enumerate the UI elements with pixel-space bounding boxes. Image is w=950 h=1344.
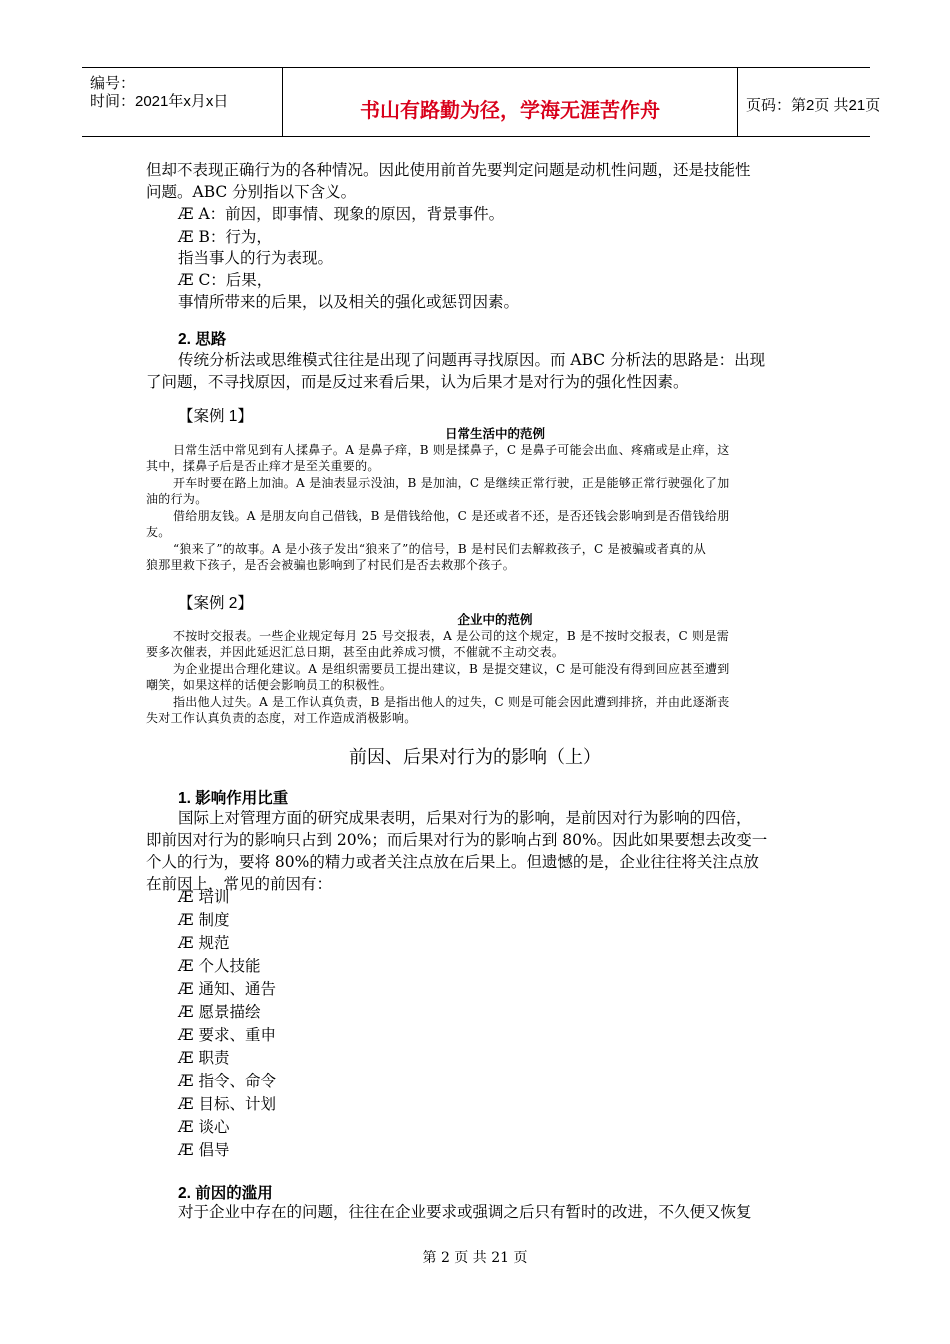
- list-item: Æ 制度: [178, 911, 230, 929]
- case-line: 友。: [146, 525, 171, 539]
- case-line: 嘲笑，如果这样的话便会影响员工的积极性。: [146, 678, 393, 692]
- paragraph-line: 问题。ABC 分别指以下含义。: [146, 183, 357, 201]
- paragraph-line: 在前因上，常见的前因有：: [146, 875, 333, 893]
- heading-bizhong: 1. 影响作用比重: [178, 790, 289, 807]
- heading-lanyong: 2. 前因的滥用: [178, 1185, 273, 1202]
- list-item: Æ 倡导: [178, 1141, 230, 1159]
- list-item: Æ 愿景描绘: [178, 1003, 261, 1021]
- case-line: 指出他人过失。A 是工作认真负责，B 是指出他人的过失，C 则是可能会因此遭到排挤，并由此逐渐丧: [173, 695, 730, 709]
- paragraph-line: 个人的行为，要将 80%的精力或者关注点放在后果上。但遗憾的是，企业往往将关注点放: [146, 853, 759, 871]
- case1-label: 【案例 1】: [178, 408, 253, 425]
- paragraph-line: 国际上对管理方面的研究成果表明，后果对行为的影响，是前因对行为影响的四倍，: [178, 809, 752, 827]
- list-item: Æ 目标、计划: [178, 1095, 276, 1113]
- paragraph-line: 了问题，不寻找原因，而是反过来看后果，认为后果才是对行为的强化性因素。: [146, 373, 689, 391]
- case-line: 日常生活中常见到有人揉鼻子。A 是鼻子痒，B 则是揉鼻子，C 是鼻子可能会出血、疼痛或是止痒，这: [173, 443, 730, 457]
- paragraph-line: 传统分析法或思维模式往往是出现了问题再寻找原因。而 ABC 分析法的思路是：出现: [178, 351, 766, 369]
- case-line: 油的行为。: [146, 492, 208, 506]
- section-title: 前因、后果对行为的影响（上）: [349, 747, 601, 767]
- header-page-number: 页码：第2页 共21页: [746, 97, 881, 114]
- list-item: Æ 规范: [178, 934, 230, 952]
- case-line: 其中，揉鼻子后是否止痒才是至关重要的。: [146, 459, 380, 473]
- header-right-cell: [738, 68, 881, 136]
- page-header: [82, 67, 881, 137]
- list-item: Æ C：后果，: [178, 271, 273, 289]
- list-item-desc: 事情所带来的后果，以及相关的强化或惩罚因素。: [178, 293, 520, 311]
- case2-label: 【案例 2】: [178, 595, 253, 612]
- case-line: 狼那里救下孩子，是否会被骗也影响到了村民们是否去救那个孩子。: [146, 558, 516, 572]
- list-item: Æ 通知、通告: [178, 980, 276, 998]
- header-number: 编号：: [90, 75, 136, 92]
- list-item: Æ B：行为，: [178, 228, 272, 246]
- header-center-cell: [282, 68, 738, 136]
- list-item: Æ 谈心: [178, 1118, 230, 1136]
- case-line: 为企业提出合理化建议。A 是组织需要员工提出建议，B 是提交建议，C 是可能没有得到回应甚至遭到: [173, 662, 730, 676]
- case-line: “狼来了”的故事。A 是小孩子发出“狼来了”的信号，B 是村民们去解救孩子，C 是被骗或者真的从: [173, 542, 707, 556]
- header-left-cell: [82, 68, 282, 136]
- case2-title: 企业中的范例: [457, 613, 533, 627]
- list-item: Æ A：前因，即事情、现象的原因，背景事件。: [178, 205, 505, 223]
- case-line: 开车时要在路上加油。A 是油表显示没油，B 是加油，C 是继续正常行驶，正是能够正常行驶强化了加: [173, 476, 730, 490]
- case-line: 要多次催表，并因此延迟汇总日期，甚至由此养成习惯，不催就不主动交表。: [146, 645, 565, 659]
- case1-title: 日常生活中的范例: [444, 427, 545, 441]
- list-item: Æ 个人技能: [178, 957, 261, 975]
- paragraph-line: 但却不表现正确行为的各种情况。因此使用前首先要判定问题是动机性问题，还是技能性: [146, 161, 751, 179]
- heading-silu: 2. 思路: [178, 331, 227, 348]
- header-motto: 书山有路勤为径，学海无涯苦作舟: [360, 100, 660, 122]
- paragraph-line: 对于企业中存在的问题，往往在企业要求或强调之后只有暂时的改进，不久便又恢复: [178, 1203, 752, 1221]
- list-item-desc: 指当事人的行为表现。: [178, 249, 334, 267]
- header-time: 时间：2021年x月x日: [90, 93, 229, 110]
- list-item: Æ 要求、重申: [178, 1026, 276, 1044]
- page-footer: 第 2 页 共 21 页: [422, 1250, 528, 1266]
- paragraph-line: 即前因对行为的影响只占到 20%；而后果对行为的影响占到 80%。因此如果要想去改变一: [146, 831, 768, 849]
- list-item: Æ 指令、命令: [178, 1072, 276, 1090]
- list-item: Æ 职责: [178, 1049, 230, 1067]
- case-line: 失对工作认真负责的态度，对工作造成消极影响。: [146, 711, 417, 725]
- case-line: 借给朋友钱。A 是朋友向自己借钱，B 是借钱给他，C 是还或者不还，是否还钱会影响到是否借钱给朋: [173, 509, 730, 523]
- case-line: 不按时交报表。一些企业规定每月 25 号交报表，A 是公司的这个规定，B 是不按时交报表，C 则是需: [173, 629, 730, 643]
- list-item: Æ 培训: [178, 888, 230, 906]
